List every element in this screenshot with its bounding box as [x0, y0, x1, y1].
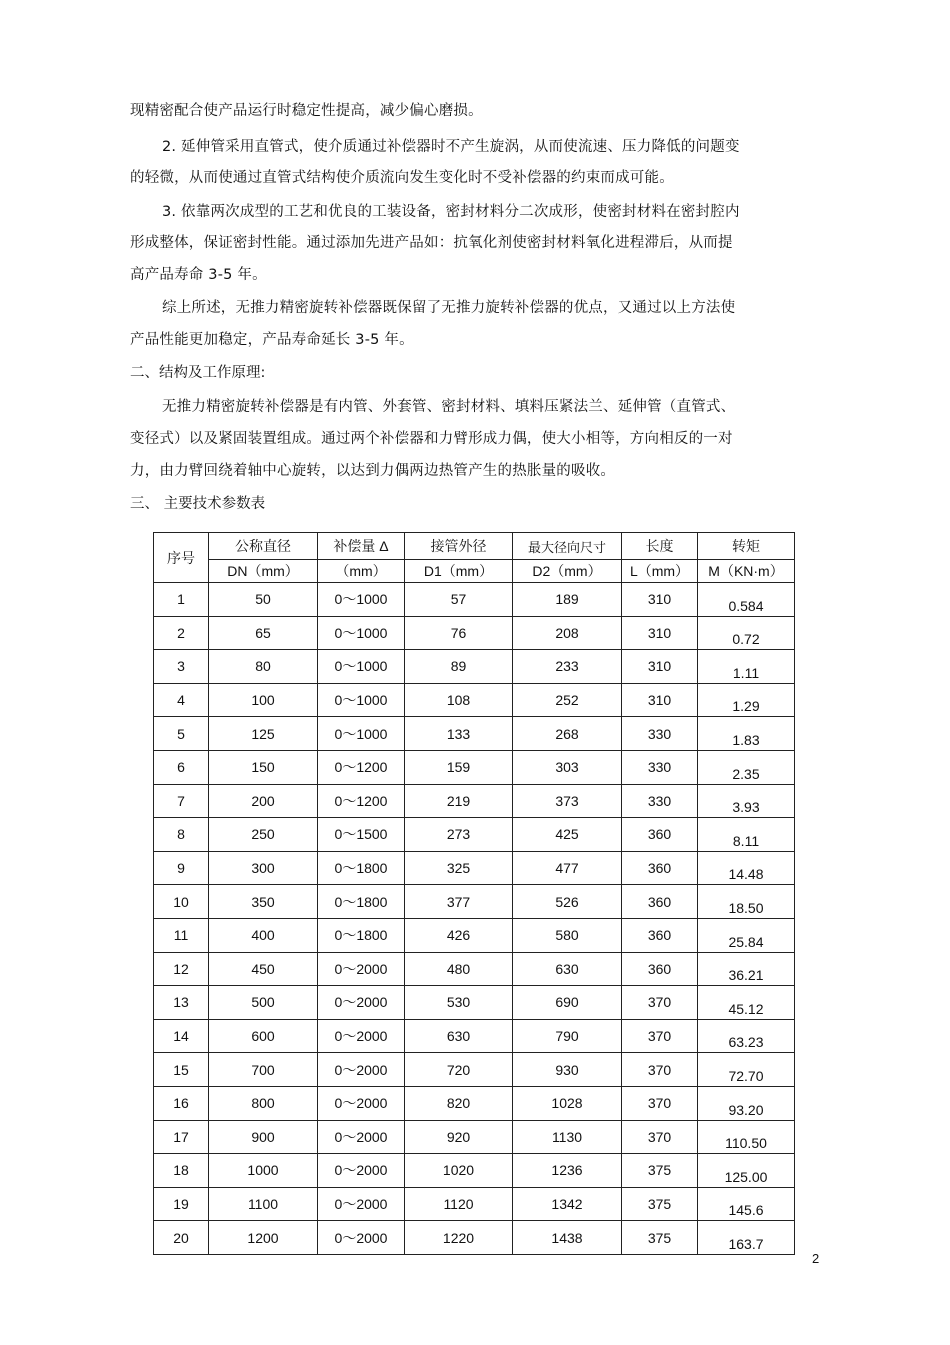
header-comp-bottom: （mm）: [318, 560, 405, 583]
paragraph-line: 无推力精密旋转补偿器是有内管、外套管、密封材料、填料压紧法兰、延伸管（直管式、: [162, 399, 736, 415]
seq-cell: 5: [154, 717, 209, 751]
length-cell: 360: [622, 952, 698, 986]
dn-cell: 250: [209, 818, 318, 852]
table-row: [154, 683, 795, 717]
length-cell: 370: [622, 1120, 698, 1154]
length-cell: 330: [622, 717, 698, 751]
seq-cell: 20: [154, 1221, 209, 1255]
torque-cell: 0.72: [698, 616, 795, 650]
dn-cell: 800: [209, 1086, 318, 1120]
header-dn-top: 公称直径: [209, 533, 318, 560]
table-row: [154, 784, 795, 818]
compensation-cell: 0～1500: [318, 818, 405, 852]
paragraph-line: 变径式）以及紧固装置组成。通过两个补偿器和力臂形成力偶，使大小相等，方向相反的一对: [130, 431, 733, 447]
seq-cell: 9: [154, 851, 209, 885]
torque-cell: 14.48: [698, 851, 795, 885]
torque-cell: 63.23: [698, 1019, 795, 1053]
torque-cell: 72.70: [698, 1053, 795, 1087]
table-row: [154, 952, 795, 986]
torque-cell: 1.11: [698, 650, 795, 684]
table-row: [154, 1120, 795, 1154]
dn-cell: 1200: [209, 1221, 318, 1255]
paragraph-line: 综上所述，无推力精密旋转补偿器既保留了无推力旋转补偿器的优点，又通过以上方法使: [162, 300, 736, 316]
dn-cell: 400: [209, 918, 318, 952]
torque-cell: 1.83: [698, 717, 795, 751]
header-torque-top: 转矩: [698, 533, 795, 560]
d2-cell: 1236: [513, 1154, 622, 1188]
table-row: [154, 583, 795, 617]
d1-cell: 1020: [405, 1154, 513, 1188]
dn-cell: 600: [209, 1019, 318, 1053]
dn-cell: 350: [209, 885, 318, 919]
table-row: [154, 1053, 795, 1087]
compensation-cell: 0～2000: [318, 1187, 405, 1221]
seq-cell: 1: [154, 583, 209, 617]
d2-cell: 580: [513, 918, 622, 952]
compensation-cell: 0～2000: [318, 1120, 405, 1154]
compensation-cell: 0～1200: [318, 784, 405, 818]
length-cell: 360: [622, 818, 698, 852]
d1-cell: 720: [405, 1053, 513, 1087]
d1-cell: 480: [405, 952, 513, 986]
seq-cell: 3: [154, 650, 209, 684]
d2-cell: 477: [513, 851, 622, 885]
d2-cell: 1130: [513, 1120, 622, 1154]
dn-cell: 300: [209, 851, 318, 885]
header-seq: 序号: [154, 533, 209, 583]
table-row: [154, 1221, 795, 1255]
torque-cell: 45.12: [698, 986, 795, 1020]
torque-cell: 3.93: [698, 784, 795, 818]
seq-cell: 4: [154, 683, 209, 717]
header-comp-top: 补偿量 Δ: [318, 533, 405, 560]
compensation-cell: 0～1800: [318, 885, 405, 919]
table-row: [154, 1187, 795, 1221]
dn-cell: 1100: [209, 1187, 318, 1221]
header-d1-bottom: D1（mm）: [405, 560, 513, 583]
table-body: [154, 583, 795, 1255]
length-cell: 330: [622, 784, 698, 818]
dn-cell: 1000: [209, 1154, 318, 1188]
d1-cell: 133: [405, 717, 513, 751]
d2-cell: 373: [513, 784, 622, 818]
d2-cell: 1342: [513, 1187, 622, 1221]
compensation-cell: 0～1800: [318, 918, 405, 952]
dn-cell: 500: [209, 986, 318, 1020]
d1-cell: 108: [405, 683, 513, 717]
d1-cell: 159: [405, 750, 513, 784]
compensation-cell: 0～1000: [318, 616, 405, 650]
header-torque-bottom: M（KN·m）: [698, 560, 795, 583]
d2-cell: 1028: [513, 1086, 622, 1120]
d1-cell: 76: [405, 616, 513, 650]
torque-cell: 110.50: [698, 1120, 795, 1154]
dn-cell: 450: [209, 952, 318, 986]
table-row: [154, 1154, 795, 1188]
torque-cell: 2.35: [698, 750, 795, 784]
table-row: [154, 986, 795, 1020]
seq-cell: 11: [154, 918, 209, 952]
dn-cell: 700: [209, 1053, 318, 1087]
header-len-top: 长度: [622, 533, 698, 560]
page-number: 2: [812, 1251, 820, 1266]
compensation-cell: 0～1000: [318, 650, 405, 684]
seq-cell: 16: [154, 1086, 209, 1120]
table-row: [154, 918, 795, 952]
section-heading: 三、 主要技术参数表: [130, 496, 266, 512]
header-d2-bottom: D2（mm）: [513, 560, 622, 583]
torque-cell: 145.6: [698, 1187, 795, 1221]
seq-cell: 17: [154, 1120, 209, 1154]
table-row: [154, 1086, 795, 1120]
compensation-cell: 0～2000: [318, 986, 405, 1020]
d1-cell: 1220: [405, 1221, 513, 1255]
d2-cell: 790: [513, 1019, 622, 1053]
torque-cell: 93.20: [698, 1086, 795, 1120]
seq-cell: 14: [154, 1019, 209, 1053]
d2-cell: 268: [513, 717, 622, 751]
d1-cell: 219: [405, 784, 513, 818]
paragraph-line: 高产品寿命 3-5 年。: [130, 267, 267, 283]
compensation-cell: 0～1000: [318, 717, 405, 751]
paragraph-line: 3. 依靠两次成型的工艺和优良的工装设备，密封材料分二次成形，使密封材料在密封腔内: [162, 204, 740, 220]
compensation-cell: 0～1000: [318, 683, 405, 717]
paragraph-line: 力，由力臂回绕着轴中心旋转，以达到力偶两边热管产生的热胀量的吸收。: [130, 463, 616, 479]
length-cell: 375: [622, 1221, 698, 1255]
table-row: [154, 1019, 795, 1053]
table-row: [154, 851, 795, 885]
length-cell: 310: [622, 650, 698, 684]
section-heading: 二、结构及工作原理:: [130, 365, 266, 381]
compensation-cell: 0～2000: [318, 952, 405, 986]
d2-cell: 526: [513, 885, 622, 919]
paragraph-line: 形成整体，保证密封性能。通过添加先进产品如：抗氧化剂使密封材料氧化进程滞后，从而提: [130, 235, 733, 251]
header-dn-bottom: DN（mm）: [209, 560, 318, 583]
dn-cell: 900: [209, 1120, 318, 1154]
header-len-bottom: L（mm）: [622, 560, 698, 583]
dn-cell: 100: [209, 683, 318, 717]
length-cell: 370: [622, 1053, 698, 1087]
torque-cell: 163.7: [698, 1221, 795, 1255]
compensation-cell: 0～1200: [318, 750, 405, 784]
table-row: [154, 650, 795, 684]
paragraph-line: 产品性能更加稳定，产品寿命延长 3-5 年。: [130, 332, 414, 348]
d2-cell: 303: [513, 750, 622, 784]
torque-cell: 8.11: [698, 818, 795, 852]
d1-cell: 820: [405, 1086, 513, 1120]
length-cell: 360: [622, 885, 698, 919]
d1-cell: 273: [405, 818, 513, 852]
d1-cell: 377: [405, 885, 513, 919]
length-cell: 330: [622, 750, 698, 784]
d1-cell: 57: [405, 583, 513, 617]
length-cell: 310: [622, 583, 698, 617]
d2-cell: 425: [513, 818, 622, 852]
dn-cell: 80: [209, 650, 318, 684]
length-cell: 310: [622, 616, 698, 650]
seq-cell: 2: [154, 616, 209, 650]
compensation-cell: 0～2000: [318, 1053, 405, 1087]
d2-cell: 630: [513, 952, 622, 986]
seq-cell: 13: [154, 986, 209, 1020]
dn-cell: 65: [209, 616, 318, 650]
d1-cell: 920: [405, 1120, 513, 1154]
d1-cell: 530: [405, 986, 513, 1020]
length-cell: 370: [622, 1019, 698, 1053]
paragraph-line: 的轻微，从而使通过直管式结构使介质流向发生变化时不受补偿器的约束而成可能。: [130, 170, 674, 186]
length-cell: 370: [622, 1086, 698, 1120]
table-row: [154, 885, 795, 919]
compensation-cell: 0～1000: [318, 583, 405, 617]
torque-cell: 1.29: [698, 683, 795, 717]
seq-cell: 8: [154, 818, 209, 852]
technical-parameters-table: [153, 532, 795, 1255]
seq-cell: 15: [154, 1053, 209, 1087]
d2-cell: 208: [513, 616, 622, 650]
compensation-cell: 0～2000: [318, 1019, 405, 1053]
d2-cell: 189: [513, 583, 622, 617]
paragraph-line: 现精密配合使产品运行时稳定性提高，减少偏心磨损。: [130, 103, 483, 119]
length-cell: 360: [622, 851, 698, 885]
dn-cell: 150: [209, 750, 318, 784]
table-row: [154, 750, 795, 784]
torque-cell: 25.84: [698, 918, 795, 952]
seq-cell: 7: [154, 784, 209, 818]
dn-cell: 50: [209, 583, 318, 617]
torque-cell: 18.50: [698, 885, 795, 919]
length-cell: 375: [622, 1187, 698, 1221]
compensation-cell: 0～1800: [318, 851, 405, 885]
length-cell: 370: [622, 986, 698, 1020]
d1-cell: 630: [405, 1019, 513, 1053]
d1-cell: 426: [405, 918, 513, 952]
d2-cell: 1438: [513, 1221, 622, 1255]
torque-cell: 36.21: [698, 952, 795, 986]
length-cell: 310: [622, 683, 698, 717]
d1-cell: 325: [405, 851, 513, 885]
compensation-cell: 0～2000: [318, 1154, 405, 1188]
table-row: [154, 717, 795, 751]
dn-cell: 125: [209, 717, 318, 751]
seq-cell: 12: [154, 952, 209, 986]
d2-cell: 233: [513, 650, 622, 684]
seq-cell: 18: [154, 1154, 209, 1188]
seq-cell: 19: [154, 1187, 209, 1221]
table-row: [154, 818, 795, 852]
header-d2-top: 最大径向尺寸: [513, 533, 622, 560]
header-d1-top: 接管外径: [405, 533, 513, 560]
d1-cell: 89: [405, 650, 513, 684]
length-cell: 375: [622, 1154, 698, 1188]
seq-cell: 6: [154, 750, 209, 784]
table-row: [154, 616, 795, 650]
d1-cell: 1120: [405, 1187, 513, 1221]
compensation-cell: 0～2000: [318, 1086, 405, 1120]
compensation-cell: 0～2000: [318, 1221, 405, 1255]
seq-cell: 10: [154, 885, 209, 919]
torque-cell: 125.00: [698, 1154, 795, 1188]
paragraph-line: 2. 延伸管采用直管式，使介质通过补偿器时不产生旋涡，从而使流速、压力降低的问题变: [162, 139, 740, 155]
d2-cell: 930: [513, 1053, 622, 1087]
dn-cell: 200: [209, 784, 318, 818]
d2-cell: 252: [513, 683, 622, 717]
torque-cell: 0.584: [698, 583, 795, 617]
d2-cell: 690: [513, 986, 622, 1020]
length-cell: 360: [622, 918, 698, 952]
